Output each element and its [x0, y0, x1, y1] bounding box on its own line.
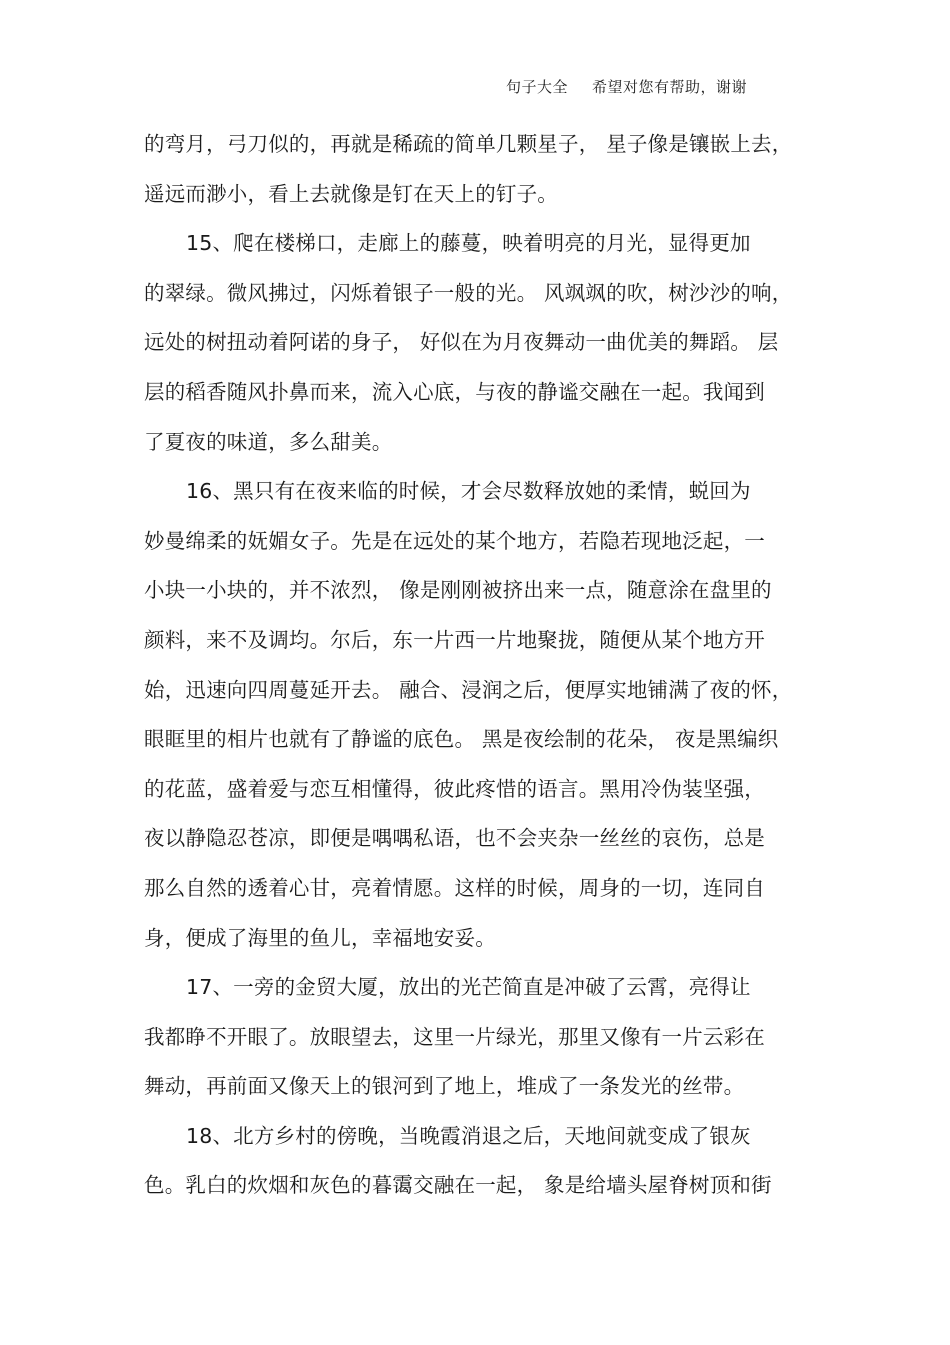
text-line: 舞动，再前面又像天上的银河到了地上，堆成了一条发光的丝带。: [144, 1074, 745, 1099]
article-body: [144, 126, 824, 1217]
page-header: [506, 76, 747, 97]
text-line: 了夏夜的味道，多么甜美。: [144, 429, 393, 454]
text-line: 层的稻香随风扑鼻而来，流入心底，与夜的静谧交融在一起。我闻到: [144, 379, 765, 404]
header-thanks: 希望对您有帮助，谢谢: [592, 78, 748, 96]
text-line: 遥远而渺小，看上去就像是钉在天上的钉子。: [144, 181, 558, 206]
text-line: 的翠绿。微风拂过，闪烁着银子一般的光。 风飒飒的吹，树沙沙的响，: [144, 280, 793, 305]
text-line: 颜料，来不及调均。尔后，东一片西一片地聚拢，随便从某个地方开: [144, 627, 765, 652]
paragraph-start-18: 18、北方乡村的傍晚，当晚霞消退之后，天地间就变成了银灰: [186, 1123, 751, 1148]
paragraph-start-17: 17、一旁的金贸大厦，放出的光芒简直是冲破了云霄，亮得让: [186, 975, 751, 1000]
text-line: 身，便成了海里的鱼儿，幸福地安妥。: [144, 925, 496, 950]
text-line: 色。乳白的炊烟和灰色的暮霭交融在一起， 象是给墙头屋脊树顶和街: [144, 1173, 772, 1198]
text-line: 眼眶里的相片也就有了静谧的底色。 黑是夜绘制的花朵， 夜是黑编织: [144, 727, 779, 752]
text-line: 那么自然的透着心甘，亮着情愿。这样的时候，周身的一切，连同自: [144, 875, 765, 900]
header-site-name: 句子大全: [506, 78, 569, 96]
text-line: 的弯月，弓刀似的，再就是稀疏的简单几颗星子， 星子像是镶嵌上去，: [144, 132, 793, 156]
paragraph-start-15: 15、爬在楼梯口，走廊上的藤蔓，映着明亮的月光，显得更加: [186, 231, 751, 256]
text-line: 始，迅速向四周蔓延开去。 融合、浸润之后，便厚实地铺满了夜的怀，: [144, 677, 793, 702]
text-line: 的花蓝，盛着爱与恋互相懂得，彼此疼惜的语言。黑用冷伪装坚强，: [144, 776, 765, 801]
paragraph-start-16: 16、黑只有在夜来临的时候，才会尽数释放她的柔情，蜕回为: [186, 479, 751, 504]
text-line: 远处的树扭动着阿诺的身子， 好似在为月夜舞动一曲优美的舞蹈。 层: [144, 330, 779, 355]
text-line: 小块一小块的，并不浓烈， 像是刚刚被挤出来一点，随意涂在盘里的: [144, 578, 772, 603]
text-line: 我都睁不开眼了。放眼望去，这里一片绿光，那里又像有一片云彩在: [144, 1024, 765, 1049]
text-line: 妙曼绵柔的妩媚女子。先是在远处的某个地方，若隐若现地泛起，一: [144, 528, 765, 553]
text-line: 夜以静隐忍苍凉，即便是喁喁私语，也不会夹杂一丝丝的哀伤，总是: [144, 826, 765, 851]
